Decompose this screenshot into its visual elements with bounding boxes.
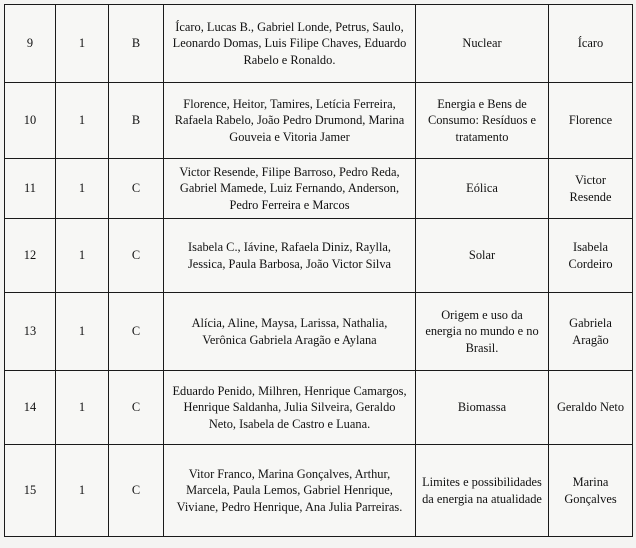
class-cell: C [109, 371, 164, 445]
year-cell: 1 [56, 83, 109, 159]
leader-cell: Gabriela Aragão [549, 293, 633, 371]
table-row [5, 159, 633, 219]
group-number-cell: 13 [5, 293, 56, 371]
members-cell: Eduardo Penido, Milhren, Henrique Camargos, Henrique Saldanha, Julia Silveira, Geraldo Neto, Isabela de Castro e Luana. [164, 371, 416, 445]
theme-cell: Eólica [416, 159, 549, 219]
members-cell: Alícia, Aline, Maysa, Larissa, Nathalia, Verônica Gabriela Aragão e Aylana [164, 293, 416, 371]
leader-cell: Marina Gonçalves [549, 445, 633, 537]
table-row [5, 5, 633, 83]
year-cell: 1 [56, 293, 109, 371]
leader-cell: Florence [549, 83, 633, 159]
leader-cell: Ícaro [549, 5, 633, 83]
class-cell: C [109, 293, 164, 371]
theme-cell: Energia e Bens de Consumo: Resíduos e tratamento [416, 83, 549, 159]
group-number-cell: 10 [5, 83, 56, 159]
theme-cell: Nuclear [416, 5, 549, 83]
group-number-cell: 9 [5, 5, 56, 83]
leader-cell: Victor Resende [549, 159, 633, 219]
members-cell: Isabela C., Iávine, Rafaela Diniz, Raylla, Jessica, Paula Barbosa, João Victor Silva [164, 219, 416, 293]
table-row [5, 371, 633, 445]
theme-cell: Biomassa [416, 371, 549, 445]
year-cell: 1 [56, 371, 109, 445]
theme-cell: Origem e uso da energia no mundo e no Brasil. [416, 293, 549, 371]
year-cell: 1 [56, 219, 109, 293]
members-cell: Vitor Franco, Marina Gonçalves, Arthur, Marcela, Paula Lemos, Gabriel Henrique, Viviane, Pedro Henrique, Ana Julia Parreiras. [164, 445, 416, 537]
members-cell: Ícaro, Lucas B., Gabriel Londe, Petrus, Saulo, Leonardo Domas, Luis Filipe Chaves, Eduardo Rabelo e Ronaldo. [164, 5, 416, 83]
leader-cell: Geraldo Neto [549, 371, 633, 445]
theme-cell: Limites e possibilidades da energia na atualidade [416, 445, 549, 537]
leader-cell: Isabela Cordeiro [549, 219, 633, 293]
year-cell: 1 [56, 159, 109, 219]
members-cell: Victor Resende, Filipe Barroso, Pedro Reda, Gabriel Mamede, Luiz Fernando, Anderson, Pedro Ferreira e Marcos [164, 159, 416, 219]
class-cell: C [109, 445, 164, 537]
table-row [5, 219, 633, 293]
theme-cell: Solar [416, 219, 549, 293]
class-cell: B [109, 83, 164, 159]
groups-table [4, 4, 633, 537]
table-row [5, 83, 633, 159]
group-number-cell: 11 [5, 159, 56, 219]
group-number-cell: 12 [5, 219, 56, 293]
group-number-cell: 14 [5, 371, 56, 445]
class-cell: C [109, 219, 164, 293]
members-cell: Florence, Heitor, Tamires, Letícia Ferreira, Rafaela Rabelo, João Pedro Drumond, Marina Gouveia e Vitoria Jamer [164, 83, 416, 159]
table-row [5, 445, 633, 537]
class-cell: B [109, 5, 164, 83]
group-number-cell: 15 [5, 445, 56, 537]
class-cell: C [109, 159, 164, 219]
year-cell: 1 [56, 5, 109, 83]
table-row [5, 293, 633, 371]
year-cell: 1 [56, 445, 109, 537]
